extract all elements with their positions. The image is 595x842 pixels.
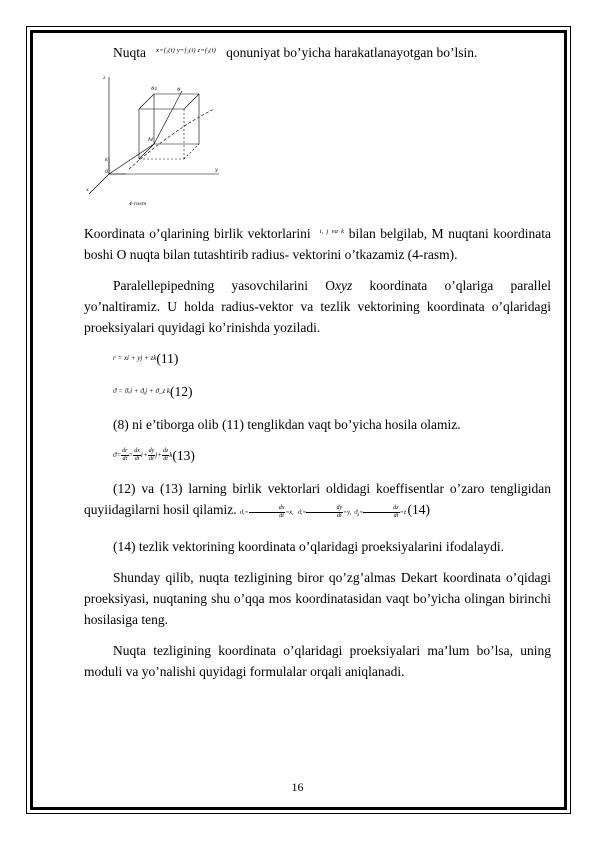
paragraph-parallelepiped (84, 275, 551, 338)
equation-12-formula: ϑ = ϑₓi + ϑᵧj + ϑ_z k (113, 387, 170, 395)
paragraph-end: qonuniyat bo’yicha harakatlanayotgan bo’lsin. (226, 45, 478, 60)
paragraph-text: koordinata o’qlariga parallel yo’naltiramiz. U holda radius-vektor va tezlik vektorining koordinata o’qlaridagi proeksiyalari quyidagi ko’rinishda yoziladi. (84, 278, 551, 335)
equation-12 (113, 381, 551, 402)
equation-13-number: (13) (172, 448, 195, 463)
motion-law-formula: x=f₁(t) y=f₂(t) z=f₃(t) (156, 47, 217, 54)
equation-14-number: (14) (407, 502, 431, 517)
paragraph-motion-law (84, 40, 551, 63)
svg-text:x: x (86, 187, 89, 193)
equation-12-number: (12) (169, 384, 193, 399)
paragraph-conclusion: Shunday qilib, nuqta tezligining biror qo’zg’almas Dekart koordinata o’qidagi proeksiyasi, nuqtaning shu o’qqa mos koordinatasidan vaqt bo’yicha olingan birinchi hosilasiga teng. (84, 570, 551, 628)
svg-text:0: 0 (105, 169, 109, 175)
paragraph-text: bilan belgilab, M nuqtani koordinata boshi O nuqta bilan tutashtirib radius- vektorini o’tkazamiz (4-rasm). (84, 226, 552, 262)
paragraph-text: (12) va (13) larning birlik vektorlari oldidagi koeffisentlar o’zaro tengligidan quyiidagilarni hosil qilamiz. (84, 481, 551, 517)
svg-text:y: y (215, 167, 218, 173)
paragraph-text: Koordinata o’qlarining birlik vektorlarini (84, 226, 311, 241)
equation-13-formula: ϑ= $\frac{dr}{dt}$ = $\frac{dx}{dt}$ i+ $\frac{dy}{dt}$ j+ $\frac{dz}{dt}$ k (113, 447, 173, 462)
equation-11 (113, 348, 551, 369)
svg-text:ϑz: ϑz (151, 86, 158, 92)
figure-caption: 4-rasm (129, 201, 147, 207)
svg-text:k: k (105, 157, 109, 163)
coordinate-figure (84, 69, 224, 209)
document-body (84, 40, 551, 692)
axes-label: xyz (335, 278, 353, 293)
page-number: 16 (291, 780, 304, 794)
equation-11-number: (11) (156, 351, 179, 366)
paragraph-text: Paralellepipedning yasovchilarini O (113, 278, 335, 293)
paragraph-unit-vectors (84, 221, 551, 265)
svg-text:z: z (103, 75, 106, 81)
paragraph-coefficients (84, 478, 551, 526)
paragraph-projections: (14) tezlik vektorining koordinata o’qlaridagi proeksiyalarini ifodalaydi. (113, 539, 505, 555)
equation-13 (113, 445, 551, 466)
paragraph-modulus: Nuqta tezligining koordinata o’qlaridagi proeksiyalari ma’lum bo’lsa, uning moduli va yo’nalishi quyidagi formulalar orqali aniqlanadi. (84, 643, 551, 680)
paragraph-start: Nuqta (113, 45, 146, 60)
unit-vectors-formula: i, j va k (319, 228, 345, 235)
equation-11-formula: r = xi + yj + zk (113, 354, 157, 362)
svg-text:M: M (148, 137, 154, 143)
paragraph-derivative: (8) ni e’tiborga olib (11) tenglikdan vaqt bo’yicha hosila olamiz. (113, 417, 461, 432)
svg-text:ϑ: ϑ (177, 87, 181, 93)
equation-14-formula: ϑₓ= $\frac{dx}{dt}$ =ẋ, ϑᵧ= $\frac{dy}{dt}$ =ẏ, $ϑ_z=$ $\frac{dz}{dt}$ =ż (239, 505, 408, 520)
